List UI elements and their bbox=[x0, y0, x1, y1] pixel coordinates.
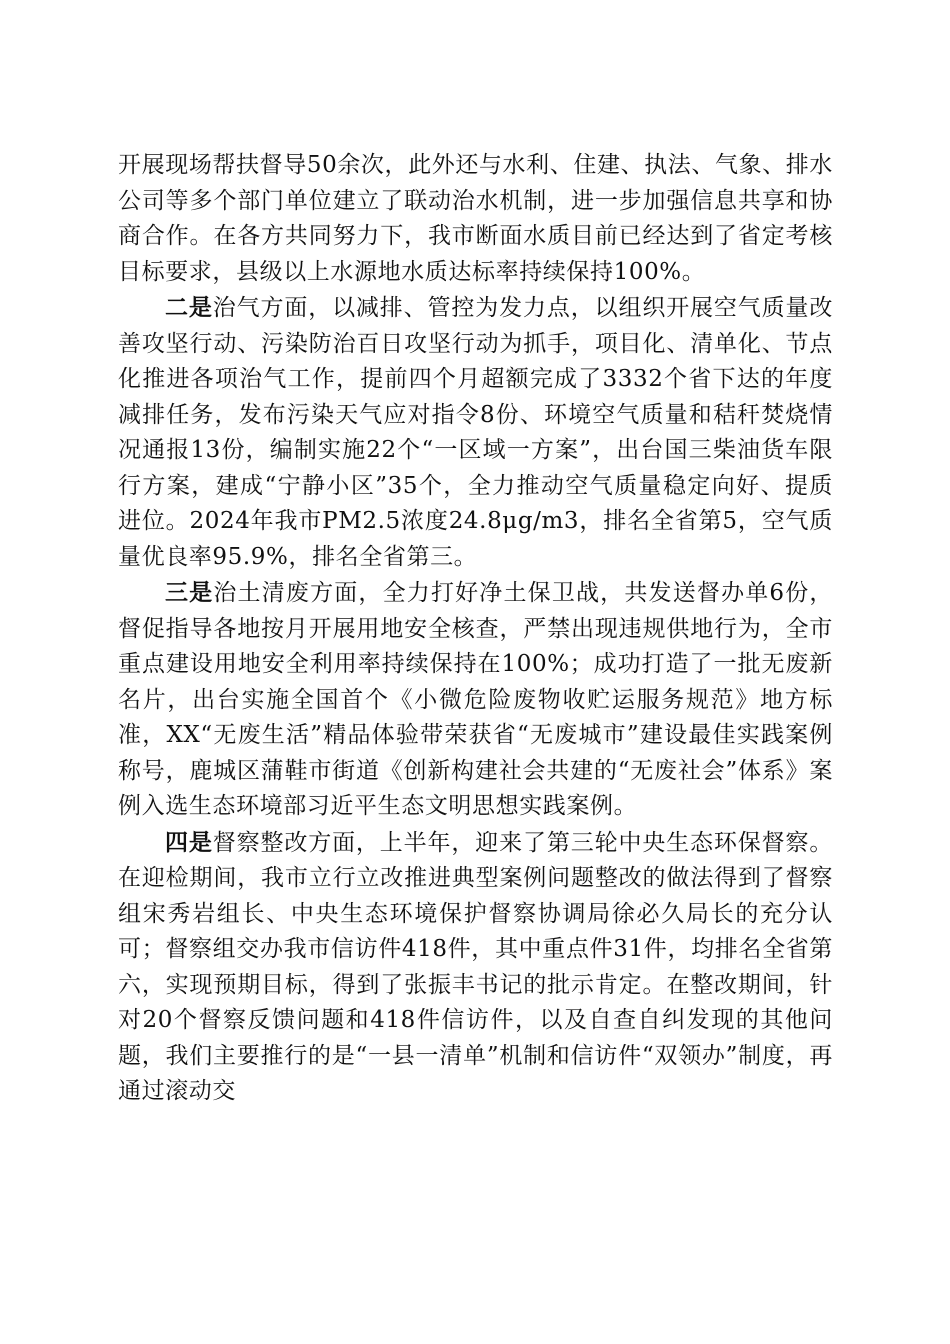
paragraph-air-governance bbox=[118, 290, 833, 575]
document-body bbox=[118, 148, 833, 1110]
paragraph-text: 治气方面，以减排、管控为发力点，以组织开展空气质量改善攻坚行动、污染防治百日攻坚行动为抓手，项目化、清单化、节点化推进各项治气工作，提前四个月超额完成了3332个省下达的年度减排任务，发布污染天气应对指令8份、环境空气质量和秸秆焚烧情况通报13份，编制实施22个“一区域一方案”，出台国三柴油货车限行方案，建成“宁静小区”35个，全力推动空气质量稳定向好、提质进位。2024年我市PM2.5浓度24.8μg/m3，排名全省第5，空气质量优良率95.9%，排名全省第三。 bbox=[118, 295, 833, 570]
paragraph-text: 督察整改方面，上半年，迎来了第三轮中央生态环保督察。在迎检期间，我市立行立改推进典型案例问题整改的做法得到了督察组宋秀岩组长、中央生态环境保护督察协调局徐必久局长的充分认可；督察组交办我市信访件418件，其中重点件31件，均排名全省第六，实现预期目标，得到了张振丰书记的批示肯定。在整改期间，针对20个督察反馈问题和418件信访件，以及自查自纠发现的其他问题，我们主要推行的是“一县一清单”机制和信访件“双领办”制度，再通过滚动交 bbox=[118, 829, 833, 1104]
paragraph-text: 开展现场帮扶督导50余次，此外还与水利、住建、执法、气象、排水公司等多个部门单位建立了联动治水机制，进一步加强信息共享和协商合作。在各方共同努力下，我市断面水质目前已经达到了省定考核目标要求，县级以上水源地水质达标率持续保持100%。 bbox=[118, 152, 833, 285]
paragraph-lead: 四是 bbox=[165, 828, 213, 856]
paragraph-inspection-rectification bbox=[118, 825, 833, 1110]
paragraph-soil-waste bbox=[118, 575, 833, 825]
paragraph-text: 治土清废方面，全力打好净土保卫战，共发送督办单6份，督促指导各地按月开展用地安全核查，严禁出现违规供地行为，全市重点建设用地安全利用率持续保持在100%；成功打造了一批无废新名片，出台实施全国首个《小微危险废物收贮运服务规范》地方标准，XX“无废生活”精品体验带荣获省“无废城市”建设最佳实践案例称号，鹿城区蒲鞋市街道《创新构建社会共建的“无废社会”体系》案例入选生态环境部习近平生态文明思想实践案例。 bbox=[118, 580, 834, 819]
paragraph-water-continued bbox=[118, 148, 833, 290]
paragraph-lead: 二是 bbox=[165, 294, 213, 321]
paragraph-lead: 三是 bbox=[165, 579, 214, 606]
